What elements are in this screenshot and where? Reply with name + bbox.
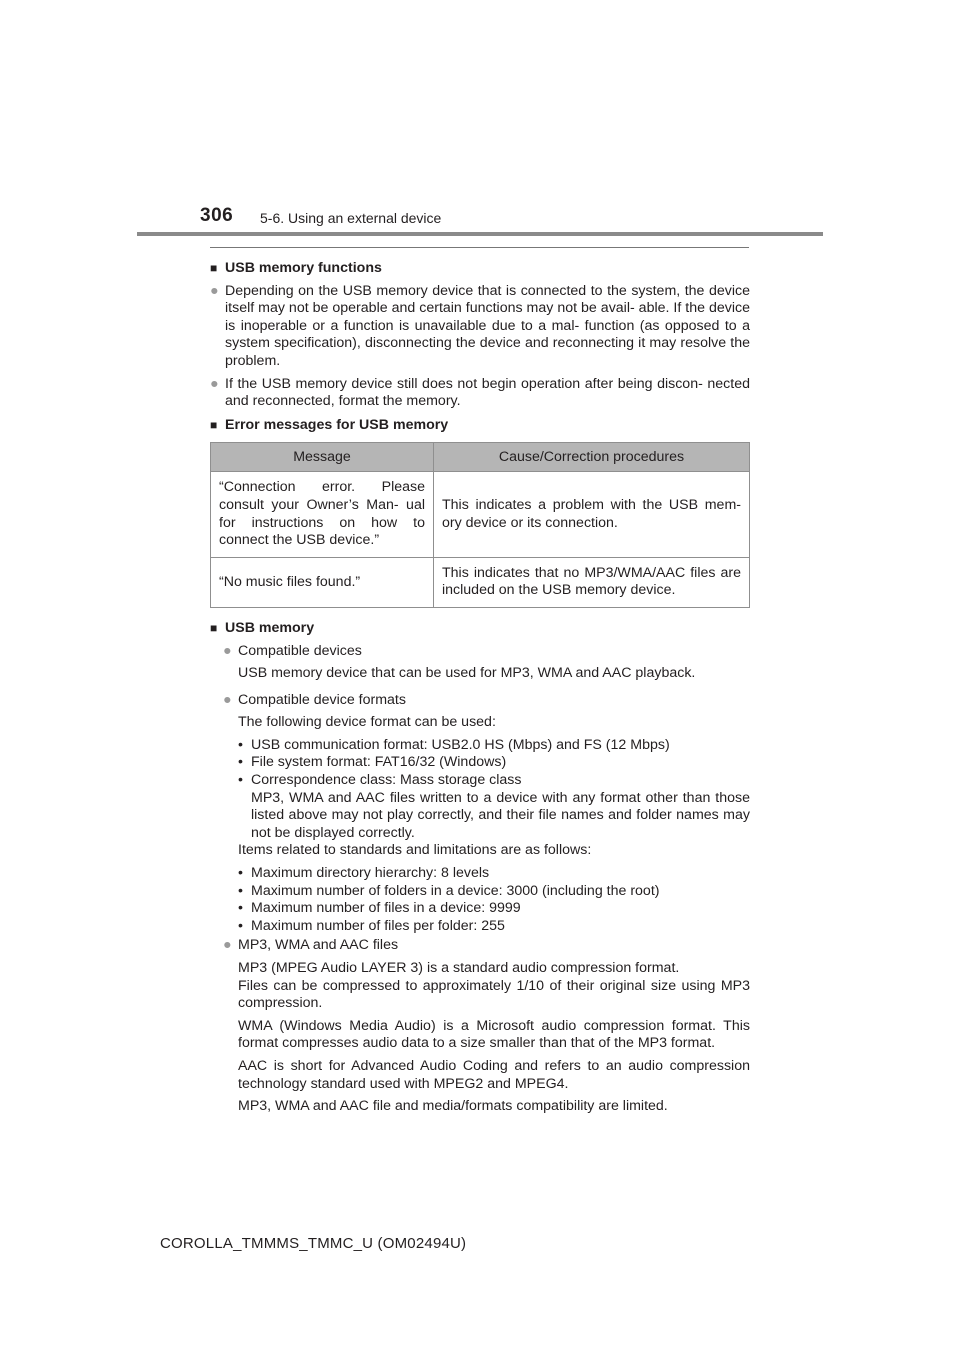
circle-bullet-icon: ● [210, 282, 219, 299]
page-number: 306 [200, 205, 234, 226]
heading-error-messages: ■ Error messages for USB memory [210, 416, 449, 433]
limit-item: • Maximum number of folders in a device: 3000 (including the root) [238, 882, 660, 899]
compatible-devices-text: USB memory device that can be used for MP3, WMA and AAC playback. [238, 665, 696, 682]
table-row [211, 472, 750, 557]
section-title: 5-6. Using an external device [260, 210, 442, 226]
page-content [210, 256, 750, 1116]
list-item: ● Depending on the USB memory device that is connected to the system, the device itself may not be operable and certain functions may not be avail- able. If the device is inoperable or a function is unavailable due to a mal- function (as opposed to a system specification), disconnecting the device and reconnecting it may resolve the problem. [210, 282, 750, 369]
format-item: • USB communication format: USB2.0 HS (Mbps) and FS (12 Mbps) [238, 736, 670, 753]
error-messages-table [210, 442, 750, 608]
cause-cell: This indicates that no MP3/WMA/AAC files are included on the USB memory device. [434, 557, 750, 607]
formats-intro: The following device format can be used: [238, 714, 496, 731]
format-item: • Correspondence class: Mass storage class [238, 772, 522, 789]
circle-bullet-icon: ● [223, 937, 232, 954]
limit-item: • Maximum number of files in a device: 9999 [238, 900, 521, 917]
files-paragraph: AAC is short for Advanced Audio Coding and refers to an audio compression technology standard used with MPEG2 and MPEG4. [238, 1057, 750, 1092]
message-cell: “Connection error. Please consult your Owner’s Man- ual for instructions on how to connect the USB device.” [211, 472, 434, 557]
footer-document-code: COROLLA_TMMMS_TMMC_U (OM02494U) [160, 1235, 467, 1252]
list-item: ● Compatible device formats [223, 691, 406, 708]
cause-cell: This indicates a problem with the USB mem- ory device or its connection. [434, 472, 750, 557]
square-bullet-icon: ■ [210, 261, 218, 275]
square-bullet-icon: ■ [210, 620, 218, 635]
list-item: ● Compatible devices [223, 642, 362, 659]
format-note: MP3, WMA and AAC files written to a device with any format other than those listed above may not play correctly, and their file names and folder names may not be displayed correctly. [251, 789, 750, 841]
message-cell: “No music files found.” [211, 557, 434, 607]
circle-bullet-icon: ● [223, 642, 232, 659]
circle-bullet-icon: ● [223, 691, 232, 708]
list-item: ● If the USB memory device still does not begin operation after being discon- nected and reconnected, format the memory. [210, 375, 750, 410]
column-header-message: Message [211, 443, 434, 472]
files-paragraph: MP3 (MPEG Audio LAYER 3) is a standard audio compression format. Files can be compressed to approximately 1/10 of their original size using MP3 compression. [238, 960, 750, 1012]
heading-usb-memory-functions: ■ USB memory functions [210, 260, 382, 276]
circle-bullet-icon: ● [210, 375, 219, 392]
list-item: ● MP3, WMA and AAC files [223, 937, 399, 954]
table-row [211, 557, 750, 607]
limit-item: • Maximum directory hierarchy: 8 levels [238, 865, 490, 882]
content-rule [210, 247, 749, 248]
square-bullet-icon: ■ [210, 417, 218, 432]
limits-intro: Items related to standards and limitations are as follows: [238, 842, 592, 859]
files-paragraph: MP3, WMA and AAC file and media/formats compatibility are limited. [238, 1098, 668, 1115]
limit-item: • Maximum number of files per folder: 255 [238, 917, 505, 934]
header-rule [137, 232, 823, 236]
files-paragraph: WMA (Windows Media Audio) is a Microsoft audio compression format. This format compresses audio data to a size smaller than that of the MP3 format. [238, 1017, 750, 1052]
column-header-cause: Cause/Correction procedures [434, 443, 750, 472]
format-item: • File system format: FAT16/32 (Windows) [238, 754, 507, 771]
heading-usb-memory: ■ USB memory [210, 619, 315, 636]
